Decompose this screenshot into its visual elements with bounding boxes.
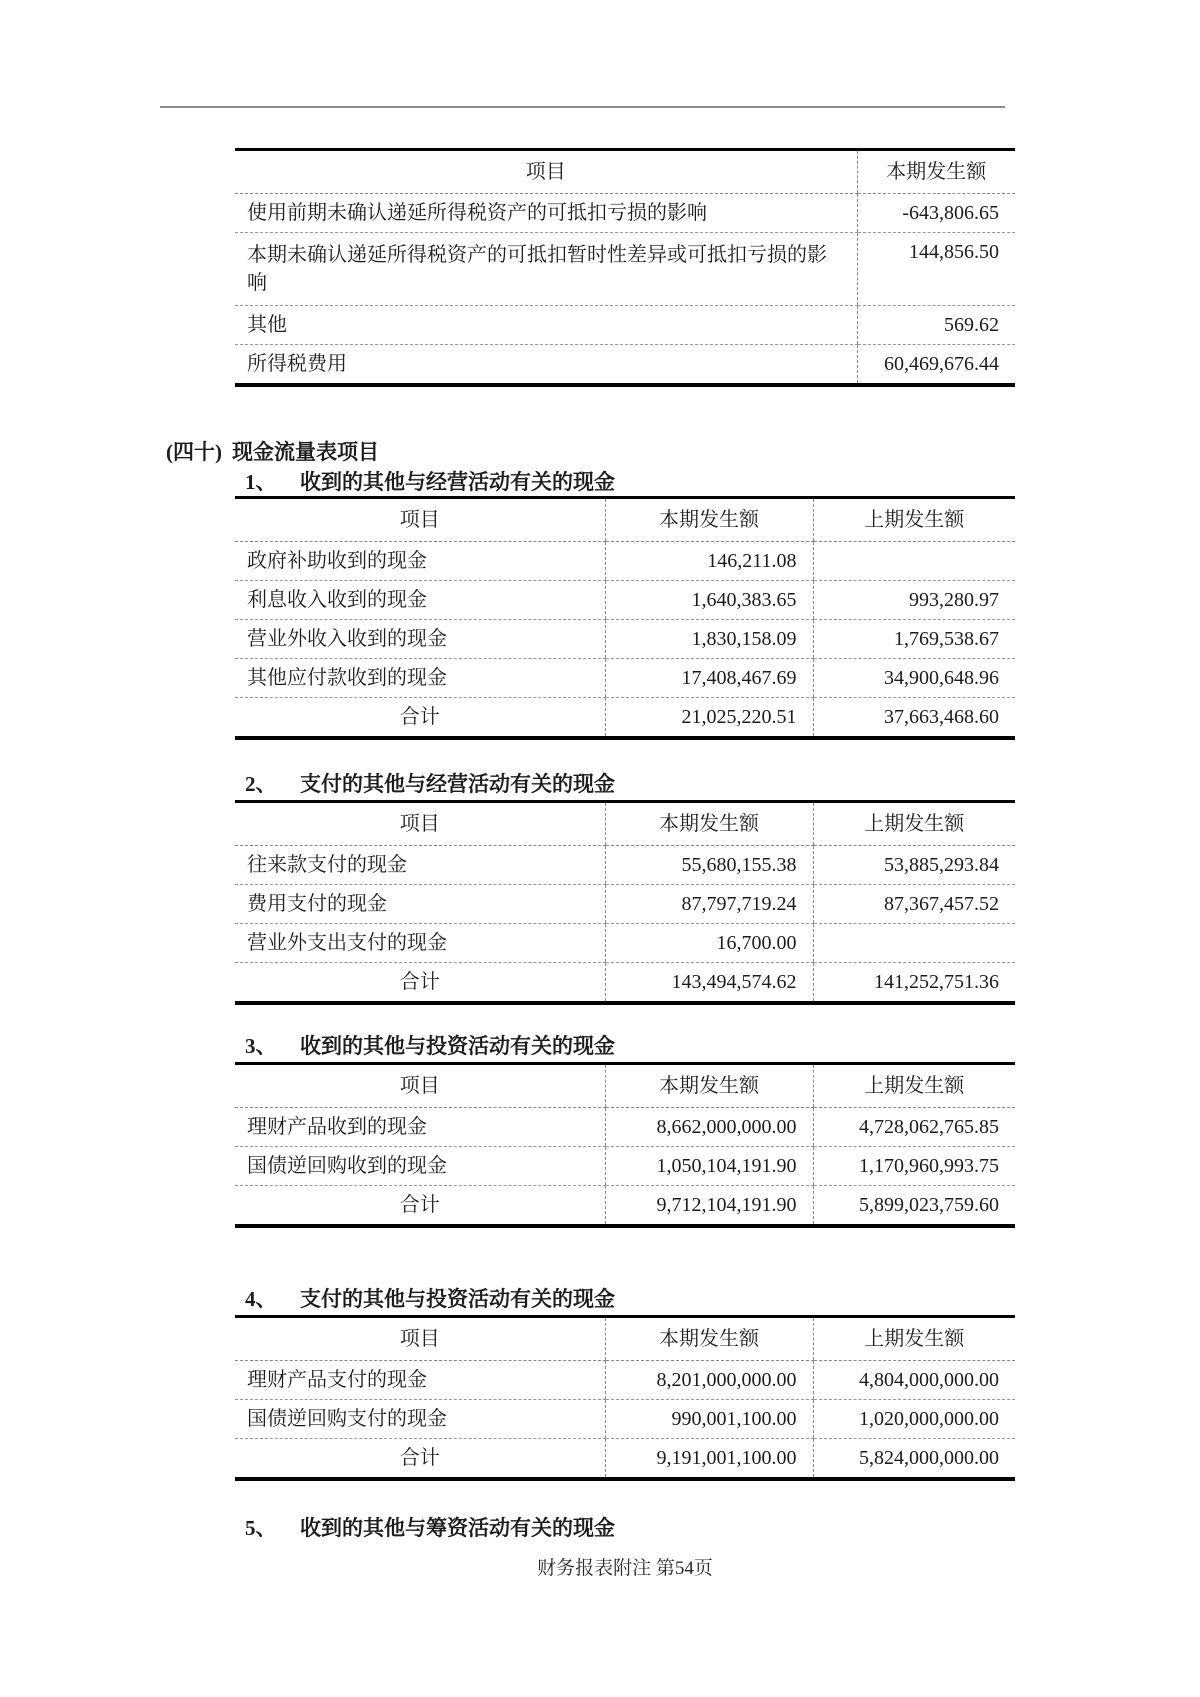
row-prior-value: 87,367,457.52 xyxy=(813,885,1015,924)
row-current-value: 569.62 xyxy=(857,306,1015,345)
total-label: 合计 xyxy=(399,971,440,993)
subsection-title: 收到的其他与投资活动有关的现金 xyxy=(300,1034,615,1058)
row-item-label: 费用支付的现金 xyxy=(235,885,605,924)
subsection-5-heading xyxy=(245,1512,615,1542)
table-total-row xyxy=(235,1186,1015,1227)
row-prior-value: 4,728,062,765.85 xyxy=(813,1108,1015,1147)
subsection-3-heading xyxy=(245,1030,615,1060)
column-header-current-period: 本期发生额 xyxy=(605,498,813,542)
row-current-value: 1,050,104,191.90 xyxy=(605,1147,813,1186)
row-item-label: 其他 xyxy=(235,306,857,345)
table-row xyxy=(235,846,1015,885)
total-current-value: 9,712,104,191.90 xyxy=(605,1186,813,1227)
table-header-row xyxy=(235,1317,1015,1361)
subsection-title: 支付的其他与经营活动有关的现金 xyxy=(300,772,615,796)
table-total-row xyxy=(235,963,1015,1004)
row-prior-value: 1,170,960,993.75 xyxy=(813,1147,1015,1186)
column-header-item: 项目 xyxy=(235,150,857,194)
column-header-prior-period: 上期发生额 xyxy=(813,1064,1015,1108)
row-current-value: 60,469,676.44 xyxy=(857,345,1015,386)
column-header-current-period: 本期发生额 xyxy=(605,1317,813,1361)
row-current-value: 1,640,383.65 xyxy=(605,581,813,620)
row-prior-value xyxy=(813,542,1015,581)
column-header-prior-period: 上期发生额 xyxy=(813,802,1015,846)
table-row xyxy=(235,1108,1015,1147)
table-header-row xyxy=(235,802,1015,846)
row-item-label: 所得税费用 xyxy=(247,353,347,375)
table-row xyxy=(235,924,1015,963)
row-current-value: 1,830,158.09 xyxy=(605,620,813,659)
row-item-label: 利息收入收到的现金 xyxy=(235,581,605,620)
table-total-row xyxy=(235,1439,1015,1480)
subsection-title: 收到的其他与经营活动有关的现金 xyxy=(300,470,615,494)
table-row xyxy=(235,1361,1015,1400)
table-row xyxy=(235,306,1015,345)
subsection-number: 2、 xyxy=(245,772,277,796)
subsection-number: 1、 xyxy=(245,470,277,494)
subsection-number: 3、 xyxy=(245,1034,277,1058)
column-header-prior-period: 上期发生额 xyxy=(813,1317,1015,1361)
row-item-label: 国债逆回购支付的现金 xyxy=(235,1400,605,1439)
column-header-current-period: 本期发生额 xyxy=(857,150,1015,194)
subsection-2-heading xyxy=(245,768,615,798)
row-current-value: 87,797,719.24 xyxy=(605,885,813,924)
column-header-item: 项目 xyxy=(235,1317,605,1361)
page-footer: 财务报表附注 第54页 xyxy=(537,1558,713,1579)
row-current-value: 144,856.50 xyxy=(857,233,1015,306)
row-item-label: 其他应付款收到的现金 xyxy=(235,659,605,698)
total-label: 合计 xyxy=(399,1447,440,1469)
total-prior-value: 141,252,751.36 xyxy=(813,963,1015,1004)
table-header-row xyxy=(235,1064,1015,1108)
subsection-1-heading xyxy=(245,466,615,496)
total-current-value: 143,494,574.62 xyxy=(605,963,813,1004)
row-prior-value: 34,900,648.96 xyxy=(813,659,1015,698)
total-label: 合计 xyxy=(399,706,440,728)
total-current-value: 9,191,001,100.00 xyxy=(605,1439,813,1480)
row-item-label: 本期未确认递延所得税资产的可抵扣暂时性差异或可抵扣亏损的影响 xyxy=(235,233,857,306)
table-row xyxy=(235,233,1015,306)
subsection-number: 4、 xyxy=(245,1287,277,1311)
table-header-row xyxy=(235,150,1015,194)
row-prior-value xyxy=(813,924,1015,963)
row-current-value: 17,408,467.69 xyxy=(605,659,813,698)
column-header-prior-period: 上期发生额 xyxy=(813,498,1015,542)
row-item-label: 营业外收入收到的现金 xyxy=(235,620,605,659)
row-item-label: 国债逆回购收到的现金 xyxy=(235,1147,605,1186)
total-current-value: 21,025,220.51 xyxy=(605,698,813,739)
other-investing-payments-table xyxy=(235,1315,1015,1481)
total-prior-value: 5,899,023,759.60 xyxy=(813,1186,1015,1227)
total-label: 合计 xyxy=(399,1194,440,1216)
total-prior-value: 5,824,000,000.00 xyxy=(813,1439,1015,1480)
row-item-label: 理财产品收到的现金 xyxy=(235,1108,605,1147)
income-tax-expense-table xyxy=(235,148,1015,387)
subsection-number: 5、 xyxy=(245,1516,277,1540)
table-row xyxy=(235,345,1015,386)
row-current-value: 55,680,155.38 xyxy=(605,846,813,885)
row-current-value: 8,201,000,000.00 xyxy=(605,1361,813,1400)
column-header-item: 项目 xyxy=(235,802,605,846)
other-investing-receipts-table xyxy=(235,1062,1015,1228)
subsection-4-heading xyxy=(245,1283,615,1313)
column-header-item: 项目 xyxy=(235,1064,605,1108)
header-rule xyxy=(160,106,1005,108)
row-item-label: 往来款支付的现金 xyxy=(235,846,605,885)
table-row xyxy=(235,885,1015,924)
other-operating-payments-table xyxy=(235,800,1015,1005)
row-prior-value: 993,280.97 xyxy=(813,581,1015,620)
row-prior-value: 1,769,538.67 xyxy=(813,620,1015,659)
row-current-value: -643,806.65 xyxy=(857,194,1015,233)
row-prior-value: 53,885,293.84 xyxy=(813,846,1015,885)
section-title: 现金流量表项目 xyxy=(232,440,379,464)
column-header-current-period: 本期发生额 xyxy=(605,802,813,846)
other-operating-receipts-table xyxy=(235,496,1015,740)
table-row xyxy=(235,620,1015,659)
row-prior-value: 1,020,000,000.00 xyxy=(813,1400,1015,1439)
section-number: (四十) xyxy=(166,440,222,464)
table-header-row xyxy=(235,498,1015,542)
column-header-item: 项目 xyxy=(235,498,605,542)
table-row xyxy=(235,1400,1015,1439)
table-total-row xyxy=(235,698,1015,739)
row-current-value: 146,211.08 xyxy=(605,542,813,581)
table-row xyxy=(235,581,1015,620)
row-prior-value: 4,804,000,000.00 xyxy=(813,1361,1015,1400)
total-prior-value: 37,663,468.60 xyxy=(813,698,1015,739)
row-current-value: 16,700.00 xyxy=(605,924,813,963)
table-row xyxy=(235,542,1015,581)
row-current-value: 8,662,000,000.00 xyxy=(605,1108,813,1147)
subsection-title: 收到的其他与筹资活动有关的现金 xyxy=(300,1516,615,1540)
subsection-title: 支付的其他与投资活动有关的现金 xyxy=(300,1287,615,1311)
section-40-heading xyxy=(166,436,379,466)
table-row xyxy=(235,194,1015,233)
row-item-label: 理财产品支付的现金 xyxy=(235,1361,605,1400)
column-header-current-period: 本期发生额 xyxy=(605,1064,813,1108)
table-row xyxy=(235,659,1015,698)
table-row xyxy=(235,1147,1015,1186)
row-item-label: 营业外支出支付的现金 xyxy=(235,924,605,963)
row-item-label: 政府补助收到的现金 xyxy=(235,542,605,581)
row-item-label: 使用前期未确认递延所得税资产的可抵扣亏损的影响 xyxy=(235,194,857,233)
row-current-value: 990,001,100.00 xyxy=(605,1400,813,1439)
